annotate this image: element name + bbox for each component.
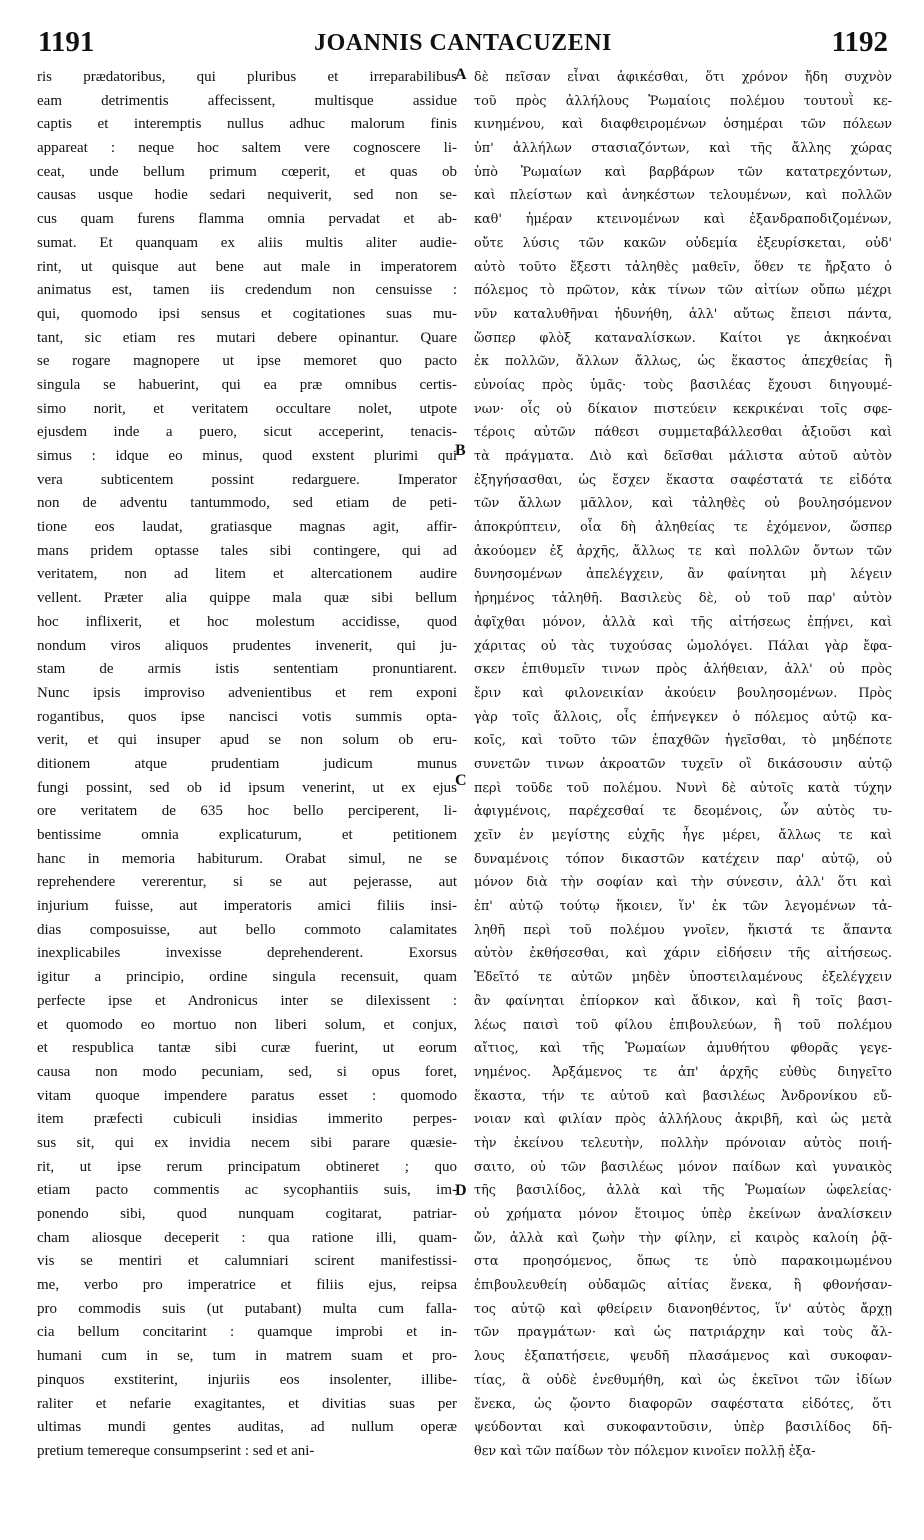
latin-text-line: inexplicabiles invexisse deprehenderent. Exorsus xyxy=(37,945,457,962)
page-number-right: 1192 xyxy=(831,26,888,58)
greek-text-line: συνετῶν τινων ἀκροατῶν τυχεῖν οἳ δικάσουσιν αὐτῷ xyxy=(474,756,892,772)
greek-text-line: ἕνεκα, ὡς ᾤοντο διαφορῶν σαφέστατα εἰδότες, ὅτι xyxy=(474,1396,892,1412)
latin-text-line: rint, ut quisque aut bene aut male in imperatorem xyxy=(37,258,457,275)
latin-text-line: cia bellum concitarint : quamque improbi et in- xyxy=(37,1324,457,1341)
latin-text-line: animatus est, tamen iis credendum non censuisse : xyxy=(37,282,457,299)
greek-text-line: ἀκούομεν ἐξ ἀρχῆς, ἄλλως τε καὶ πολλῶν ὄντων τῶν xyxy=(474,543,892,559)
latin-text-line: et quomodo eo mortuo non liberi solum, et conjux, xyxy=(37,1016,457,1033)
greek-text-line: τος αὐτῷ καὶ φθείρειν διανοηθέντος, ἵν' αὐτὸς ἄρχῃ xyxy=(474,1301,892,1317)
latin-text-line: vellent. Præter alia quippe mala quæ sibi bellum xyxy=(37,590,457,607)
greek-text-line: σαιτο, οὐ τῶν βασιλέως μόνον παίδων καὶ γυναικὸς xyxy=(474,1159,892,1175)
latin-text-line: simo norit, et veritatem occultare nolet, utpote xyxy=(37,400,457,417)
latin-text-line: nondum viros aliquos prudentes invenerit, qui ju- xyxy=(37,637,457,654)
latin-text-line: perfecte ipse et Andronicus inter se dilexissent : xyxy=(37,992,457,1009)
latin-text-line: singula se habuerint, qui ea præ omnibus certis- xyxy=(37,376,457,393)
latin-text-line: causa non modo pecuniam, sed, si opus foret, xyxy=(37,1063,457,1080)
greek-text-line: ἀφιγμένοις, παρέχεσθαί τε δεομένοις, ὧν αὐτὸς τυ- xyxy=(474,804,892,820)
latin-text-line: ore veritatem de 635 hoc bello perciperent, li- xyxy=(37,803,457,820)
latin-text-line: Nunc ipsis improviso advenientibus et rem exponi xyxy=(37,684,457,701)
greek-text-line: νημένος. Ἀρξάμενος τε ἀπ' ἀρχῆς εὐθὺς διηγεῖτο xyxy=(474,1064,892,1080)
latin-text-line: rit, ut ipse rerum principatum obtineret ; quo xyxy=(37,1158,457,1175)
greek-text-line: ἐπ' αὐτῷ τούτῳ ἥκοιεν, ἵν' ἐκ τῶν λεγομένων τἀ- xyxy=(474,899,892,915)
greek-column xyxy=(474,66,892,1464)
greek-text-line: κινημένου, καὶ διαφθειρομένων ὁσημέραι τῶν πόλεων xyxy=(474,117,892,133)
greek-text-line: αὐτὸ τοῦτο ἔξεστι τἀληθὲς μαθεῖν, ὅθεν τε ἤρξατο ὁ xyxy=(474,259,892,275)
latin-text-line: et respublica tantæ sibi curæ fuerint, ut eorum xyxy=(37,1040,457,1057)
greek-text-line: οὐ χρήματα μόνον ἕτοιμος ὑπὲρ ἐκείνων ἀναλίσκειν xyxy=(474,1207,892,1222)
latin-text-line: veritatem, non ad litem et altercationem audire xyxy=(37,566,457,583)
latin-text-line: stam de armis istis sententiam pronuntiarent. xyxy=(37,661,457,678)
greek-text-line: νων· οἷς οὐ δίκαιον πιστεύειν κεκρικέναι τοῖς σφε- xyxy=(474,401,892,417)
greek-text-line: τίας, ἃ οὐδὲ ἐνεθυμήθη, καὶ ὡς ἐκεῖνοι τῶν ἰδίων xyxy=(474,1372,892,1388)
greek-text-line: τέροις αὐτῶν πάθεσι συμμεταβάλλεσθαι ἀξιοῦσι καὶ xyxy=(474,425,892,441)
greek-text-line: ἀφῖχθαι μόνον, ἀλλὰ καὶ τῆς αἰτήσεως ἐπῄνει, καὶ xyxy=(474,614,892,630)
latin-text-line: causas usque hodie sedari nequiverit, sed non se- xyxy=(37,187,457,204)
greek-text-line: νῦν καταλυθῆναι ἠδυνήθη, ἀλλ' αὔτως ἔπεισι πάντα, xyxy=(474,306,892,322)
latin-text-line: injurium fuisse, aut imperatoris amici filiis insi- xyxy=(37,898,457,915)
greek-text-line: ἐξηγήσασθαι, ὡς ἔσχεν ἕκαστα σαφέστατά τε εἰδότα xyxy=(474,472,892,488)
latin-text-line: sus sit, qui ex invidia necem sibi parare quæsie- xyxy=(37,1134,457,1151)
greek-text-line: ὥσπερ φλὸξ καταναλίσκων. Καίτοι γε ἀκηκοέναι xyxy=(474,330,892,346)
greek-text-line: ὑπ' ἀλλήλων στασιαζόντων, καὶ τῆς ἄλλης χώρας xyxy=(474,141,892,157)
greek-text-line: ἔριν καὶ φιλονεικίαν ἀκούειν βουλησομένων. Πρὸς xyxy=(474,685,892,701)
greek-text-line: δυνησομένων ἀπελέγχειν, ἂν φαίνηται μὴ λέγειν xyxy=(474,567,892,583)
greek-text-line: ἂν φαίνηται ἐπίορκον καὶ ἄδικον, καὶ ἢ τοῖς βασι- xyxy=(474,993,892,1009)
latin-text-line: pretium temereque consumpserint : sed et ani- xyxy=(37,1442,315,1459)
greek-text-line: ἠρημένος τἀληθῆ. Βασιλεὺς δὲ, οὐ τοῦ παρ' αὐτὸν xyxy=(474,591,892,607)
latin-text-line: etiam pacto commentis ac sycophantiis suis, im- xyxy=(37,1182,457,1199)
running-title: JOANNIS CANTACUZENI xyxy=(314,30,612,56)
latin-text-line: vera subticentem possint redarguere. Imperator xyxy=(37,471,457,488)
greek-text-line: θεν καὶ τῶν παίδων τὸν πόλεμον κινοῖεν πολλῇ ἐξα- xyxy=(474,1443,816,1459)
greek-text-line: τῶν ἄλλων μᾶλλον, καὶ τἀληθὲς οὐ βουλησόμενον xyxy=(474,496,892,512)
greek-text-line: δυναμένοις τόπον δικαστῶν κατέχειν παρ' αὐτῷ, οὐ xyxy=(474,851,892,867)
latin-column xyxy=(37,66,457,1464)
latin-text-line: tant, sic etiam res mutari debere opinantur. Quare xyxy=(37,329,457,346)
greek-text-line: μόνον διὰ τὴν σοφίαν καὶ τὴν σύνεσιν, ἀλλ' ὅτι καὶ xyxy=(474,875,892,891)
latin-text-line: vitam quoque impendere paratus esset : quomodo xyxy=(37,1087,457,1104)
greek-text-line: αὐτὸν ἐκθήσεσθαι, καὶ χάριν εἰδήσειν τῆς αἰτήσεως. xyxy=(474,946,892,962)
greek-text-line: ἐκ πολλῶν, ἄλλων ἄλλως, ὡς ἕκαστος ἀπεχθείας ἢ xyxy=(474,354,892,370)
latin-text-line: pinquos exstiterint, injuriis eos insolenter, illibe- xyxy=(37,1371,457,1388)
latin-text-line: ponendo sibi, quod nunquam cogitarat, patriar- xyxy=(37,1206,457,1222)
latin-text-line: ultimas mundi gentes auditas, ad nullum operæ xyxy=(37,1419,457,1436)
latin-text-line: non de adventu tantummodo, sed etiam de peti- xyxy=(37,495,457,512)
greek-text-line: λους ἐξαπατήσειε, ψευδῆ πλασάμενος καὶ συκοφαν- xyxy=(474,1349,892,1365)
latin-text-line: me, verbo pro imperatrice et filiis ejus, reipsa xyxy=(37,1277,457,1294)
latin-text-line: reprehendere vererentur, si se aut pejerasse, aut xyxy=(37,874,457,891)
greek-text-line: ληθῆ περὶ τοῦ πολέμου γνοῖεν, ἥκιστά τε ἅπαντα xyxy=(474,922,892,938)
latin-text-line: hoc inflixerit, et hoc molestum accidisse, quod xyxy=(37,613,457,630)
latin-text-line: hanc in memoria habiturum. Orabat simul, ne se xyxy=(37,850,457,867)
greek-text-line: ὑπὸ Ῥωμαίων καὶ βαρβάρων τῶν κατατρεχόντων, xyxy=(474,164,892,180)
page-number-left: 1191 xyxy=(38,26,95,58)
latin-text-line: se rogare magnopere ut ipse memoret quo pacto xyxy=(37,353,457,370)
latin-text-line: cham aliosque deceperit : qua ratione illi, quam- xyxy=(37,1229,457,1246)
latin-text-line: captis et interemptis nullus adhuc malorum finis xyxy=(37,116,457,133)
greek-text-line: τὰ πράγματα. Διὸ καὶ δεῖσθαι μάλιστα αὐτοῦ αὐτὸν xyxy=(474,449,892,464)
latin-text-line: appareat : neque hoc saltem vere cognoscere li- xyxy=(37,140,457,157)
latin-text-line: vis se mentiri et calumniari scirent manifestissi- xyxy=(37,1253,457,1270)
latin-text-line: bentissime omnia explicaturum, et petitionem xyxy=(37,827,457,843)
greek-text-line: κοῖς, καὶ τοῦτο τῶν ἐπαχθῶν ἡγεῖσθαι, τὸ μηδέποτε xyxy=(474,733,892,749)
greek-text-line: δὲ πεῖσαν εἶναι ἀφικέσθαι, ὅτι χρόνον ἤδη συχνὸν xyxy=(474,70,892,85)
latin-text-line: pro commodis suis (ut putabant) multa cum falla- xyxy=(37,1300,457,1317)
latin-text-line: sumat. Et quanquam ex aliis multis aliter audie- xyxy=(37,234,457,251)
greek-text-line: εὐνοίας πρὸς ὑμᾶς· τοὺς βασιλέας ἔχουσι διηγουμέ- xyxy=(474,377,892,393)
greek-text-line: ψεύδονται καὶ συκοφαντοῦσιν, ὑπὲρ βασιλίδος δῆ- xyxy=(474,1420,892,1436)
greek-text-line: τῆς βασιλίδος, ἀλλὰ καὶ τῆς Ῥωμαίων ὠφελείας· xyxy=(474,1183,892,1199)
greek-text-line: τῶν πραγμάτων· καὶ ὡς πατριάρχην καὶ τοὺς ἄλ- xyxy=(474,1325,892,1341)
greek-text-line: καθ' ἡμέραν κτεινομένων καὶ ἐξανδραποδιζομένων, xyxy=(474,212,892,228)
latin-text-line: verit, et qui insuper apud se non solum ob eru- xyxy=(37,732,457,749)
greek-text-line: οὔτε λύσις τῶν κακῶν οὐδεμία ἐξευρίσκεται, οὐδ' xyxy=(474,235,892,251)
greek-text-line: ὤν, ἀλλὰ καὶ ζωὴν τὴν φίλην, εἰ καιρὸς καλοίη ῥᾷ- xyxy=(474,1230,892,1246)
latin-text-line: humani cum in se, tum in matrem suam et pro- xyxy=(37,1348,457,1365)
greek-text-line: Ἐδεῖτό τε αὐτῶν μηδὲν ὑποστειλαμένους ἐξελέγχειν xyxy=(474,970,892,986)
running-header xyxy=(38,26,888,60)
latin-text-line: igitur a principio, ordine singula recensuit, quam xyxy=(37,969,457,986)
greek-text-line: γὰρ τοῖς ἄλλοις, οἷς ἐπήνεγκεν ὁ πόλεμος αὐτῷ κα- xyxy=(474,709,892,725)
latin-text-line: cus quam furens flamma omnia pervadat et ab- xyxy=(37,211,457,228)
greek-text-line: πόλεμος τὸ πρῶτον, κἀκ τίνων τῶν αἰτίων οὔπω μέχρι xyxy=(474,283,892,299)
latin-text-line: rogantibus, quos ipse nancisci votis summis opta- xyxy=(37,708,457,725)
latin-text-line: ceat, unde bellum primum cœperit, et quas ob xyxy=(37,163,457,180)
latin-text-line: eam detrimentis affecissent, multisque assidue xyxy=(37,92,457,109)
latin-text-line: simus : idque eo minus, quod exstent plurimi qui xyxy=(37,448,457,464)
greek-text-line: τὴν ἐκείνου τελευτὴν, πολλὴν πρόνοιαν αὐτὸς ποιή- xyxy=(474,1135,892,1151)
greek-text-line: λέως παισὶ τοῦ φίλου ἐπιβουλεύων, ἢ τοῦ πολέμου xyxy=(474,1017,892,1033)
greek-text-line: ἐπιβουλευθείη οὐδαμῶς αἰτίας ἕνεκα, ἢ φθονήσαν- xyxy=(474,1278,892,1294)
latin-text-line: raliter et nefarie exagitantes, et divitias suas per xyxy=(37,1395,457,1412)
latin-text-line: mans pridem optasse tales sibi contingere, qui ad xyxy=(37,542,457,559)
greek-text-line: περὶ τοῦδε τοῦ πολέμου. Νυνὶ δὲ αὐτοῖς κατὰ τύχην xyxy=(474,780,892,796)
margin-marker-c: C xyxy=(455,772,467,789)
latin-text-line: dias composuisse, aut bello commoto calamitates xyxy=(37,921,457,938)
greek-text-line: ἕκαστα, τήν τε αὐτοῦ καὶ βασιλέως Ἀνδρονίκου εὔ- xyxy=(474,1088,892,1104)
margin-marker-b: B xyxy=(455,442,466,459)
greek-text-line: τοῦ πρὸς ἀλλήλους Ῥωμαίοις πολέμου τουτουῒ κε- xyxy=(474,93,892,109)
margin-marker-d: D xyxy=(455,1182,467,1199)
latin-text-line: qui, quomodo ipsi sensus et cogitationes suas mu- xyxy=(37,305,457,322)
latin-text-line: fungi possint, sed ob id ipsum venerint, ut ex ejus xyxy=(37,779,457,796)
greek-text-line: ἀποκρύπτειν, οἷα δὴ ἀληθείας τε ἐχόμενον, ὥσπερ xyxy=(474,520,892,536)
latin-text-line: item præfecti cubiculi insidias immerito perpes- xyxy=(37,1111,457,1128)
greek-text-line: νοιαν καὶ φιλίαν πρὸς ἀλλήλους ἀκριβῆ, καὶ ὡς μετὰ xyxy=(474,1112,892,1128)
greek-text-line: καὶ πλείστων καὶ ἀνηκέστων τελουμένων, καὶ πολλῶν xyxy=(474,188,892,204)
greek-text-line: σκεν ἐπιθυμεῖν τινων πρὸς ἀλήθειαν, ἀλλ' οὐ πρὸς xyxy=(474,662,892,678)
greek-text-line: χεῖν ἐν μεγίστης εὐχῆς ἦγε μέρει, ἄλλως τε καὶ xyxy=(474,828,892,843)
latin-text-line: tione eos laudat, gratiasque magnas agit, affir- xyxy=(37,519,457,536)
greek-text-line: χάριτας οὐ τὰς τυχούσας ὡμολόγει. Πάλαι γὰρ ἔφα- xyxy=(474,638,892,654)
latin-text-line: ditionem atque prudentiam judicum munus xyxy=(37,755,457,772)
margin-marker-a: A xyxy=(455,66,467,83)
greek-text-line: αἴτιος, καὶ τῆς Ῥωμαίων ἀμυθήτου φθορᾶς γεγε- xyxy=(474,1041,892,1057)
latin-text-line: ris prædatoribus, qui pluribus et irreparabilibus xyxy=(37,69,457,85)
latin-text-line: ejusdem inde a puero, sicut acceperint, tenacis- xyxy=(37,424,457,441)
greek-text-line: στα προησόμενος, ὅπως τε ὑπὸ παρακοιμωμένου xyxy=(474,1254,892,1270)
